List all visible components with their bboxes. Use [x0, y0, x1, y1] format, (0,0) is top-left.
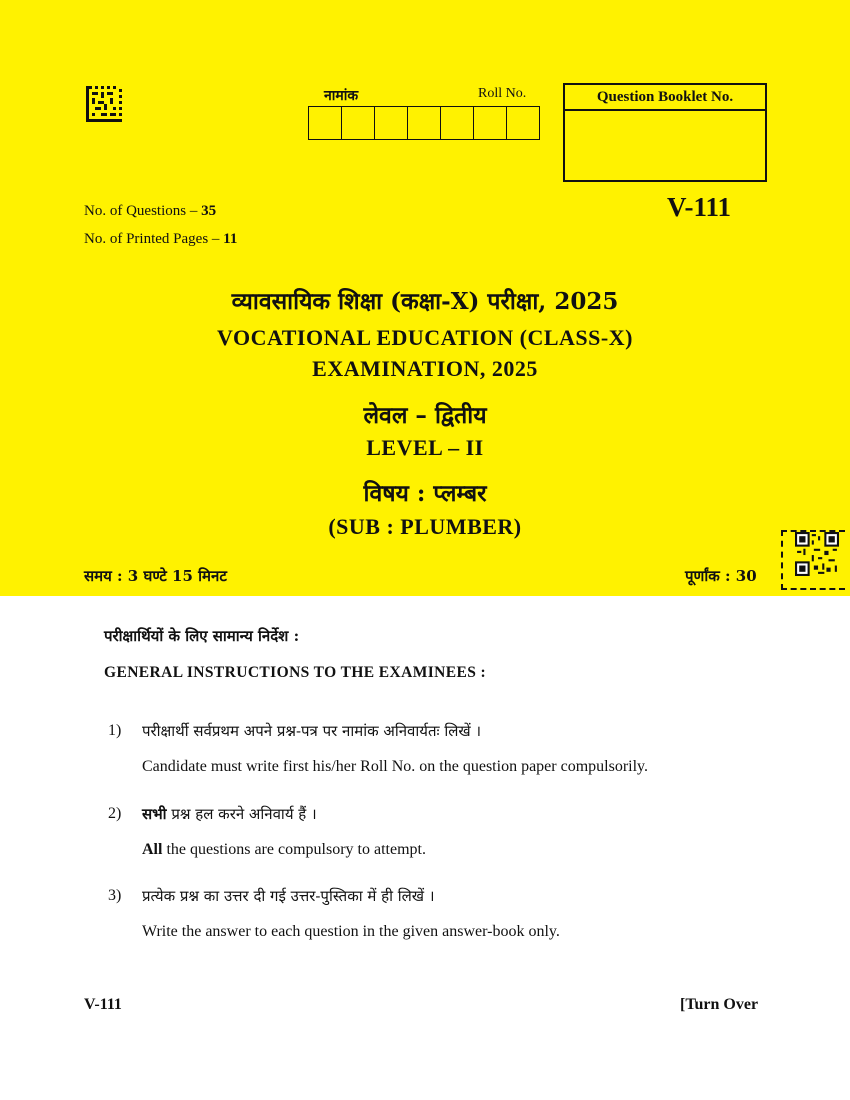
instruction-hindi: प्रत्येक प्रश्न का उत्तर दी गई उत्तर-पुस्तिका में ही लिखें । [142, 887, 435, 905]
instruction-number: 1) [108, 722, 122, 739]
roll-label-hindi: नामांक [324, 88, 359, 104]
datamatrix-code [86, 86, 122, 122]
instruction-hindi [142, 804, 317, 824]
instruction-text: the questions are compulsory to attempt. [166, 841, 426, 858]
roll-number-boxes[interactable] [308, 106, 540, 140]
questions-count [84, 203, 216, 220]
instruction-text: प्रश्न हल करने अनिवार्य हैं । [171, 805, 317, 823]
instruction-emphasis: सभी [142, 805, 167, 823]
instructions-heading-english: GENERAL INSTRUCTIONS TO THE EXAMINEES : [104, 664, 487, 681]
roll-digit-box[interactable] [375, 107, 408, 139]
qr-code [795, 532, 839, 576]
instruction-number: 3) [108, 887, 122, 904]
level-hindi: लेवल – द्वितीय [363, 402, 487, 429]
instruction-number: 2) [108, 805, 122, 822]
roll-digit-box[interactable] [408, 107, 441, 139]
paper-code: V-111 [667, 192, 732, 222]
subject-hindi: विषय : प्लम्बर [363, 480, 487, 507]
title-english-line2: EXAMINATION, 2025 [312, 356, 538, 381]
exam-duration: समय : 3 घण्टे 15 मिनट [84, 567, 227, 585]
footer-paper-code: V-111 [84, 996, 122, 1013]
level-english: LEVEL – II [366, 435, 484, 460]
title-english-line1: VOCATIONAL EDUCATION (CLASS-X) [217, 325, 633, 350]
printed-pages-count [84, 231, 237, 248]
max-marks: पूर्णांक : 30 [685, 567, 757, 585]
roll-digit-box[interactable] [474, 107, 507, 139]
booklet-number-label: Question Booklet No. [565, 85, 765, 111]
instructions-heading-hindi: परीक्षार्थियों के लिए सामान्य निर्देश : [104, 627, 300, 645]
questions-value: 35 [201, 203, 217, 219]
roll-digit-box[interactable] [309, 107, 342, 139]
instruction-emphasis: All [142, 841, 163, 858]
pages-value: 11 [223, 231, 238, 247]
booklet-number-box[interactable] [563, 83, 767, 182]
instruction-english: Write the answer to each question in the given answer-book only. [142, 923, 560, 940]
turn-over-label: [Turn Over [680, 996, 759, 1013]
roll-digit-box[interactable] [507, 107, 539, 139]
roll-digit-box[interactable] [441, 107, 474, 139]
roll-label-english: Roll No. [478, 86, 527, 101]
title-hindi: व्यावसायिक शिक्षा (कक्षा-X) परीक्षा, 2025 [231, 288, 619, 315]
instruction-hindi: परीक्षार्थी सर्वप्रथम अपने प्रश्न-पत्र पर नामांक अनिवार्यतः लिखें । [142, 722, 482, 740]
pages-label: No. of Printed Pages – [84, 231, 220, 247]
instruction-english [142, 841, 426, 859]
questions-label: No. of Questions – [84, 203, 198, 219]
instruction-english: Candidate must write first his/her Roll No. on the question paper compulsorily. [142, 758, 648, 775]
subject-english: (SUB : PLUMBER) [328, 514, 522, 539]
roll-digit-box[interactable] [342, 107, 375, 139]
